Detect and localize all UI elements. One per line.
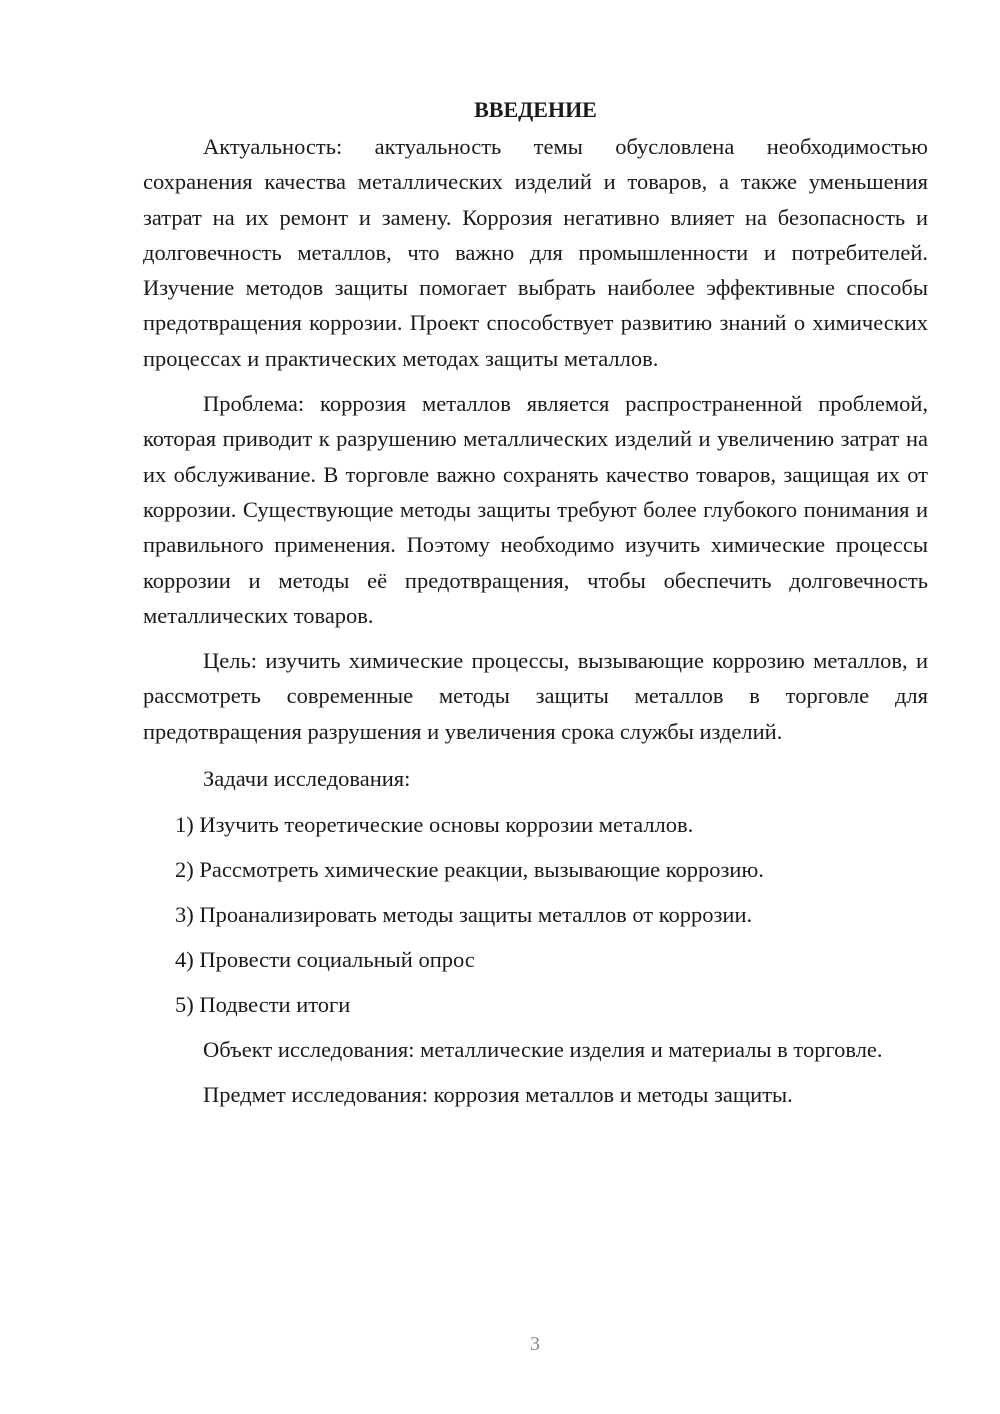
relevance-paragraph: Актуальность: актуальность темы обусловлена необходимостью сохранения качества металлических изделий и товаров, а также уменьшения затрат на их ремонт и замену. Коррозия негативно влияет на безопасность и долговечность металлов, что важно для промышленности и потребителей. Изучение методов защиты помогает выбрать наиболее эффективные способы предотвращения коррозии. Проект способствует развитию знаний о химических процессах и практических методах защиты металлов. xyxy=(143,134,928,371)
task-item-1: 1) Изучить теоретические основы коррозии металлов. xyxy=(175,812,694,838)
task-item-4: 4) Провести социальный опрос xyxy=(175,947,475,973)
task-item-5: 5) Подвести итоги xyxy=(175,992,351,1018)
subject-paragraph: Предмет исследования: коррозия металлов и методы защиты. xyxy=(203,1082,793,1108)
page-number: 3 xyxy=(530,1333,540,1355)
goal-paragraph: Цель: изучить химические процессы, вызывающие коррозию металлов, и рассмотреть современные методы защиты металлов в торговле для предотвращения разрушения и увеличения срока службы изделий. xyxy=(143,648,928,744)
task-item-3: 3) Проанализировать методы защиты металлов от коррозии. xyxy=(175,902,753,928)
task-item-2: 2) Рассмотреть химические реакции, вызывающие коррозию. xyxy=(175,857,764,883)
tasks-list xyxy=(143,807,928,1022)
tasks-heading: Задачи исследования: xyxy=(203,766,411,792)
object-paragraph: Объект исследования: металлические изделия и материалы в торговле. xyxy=(203,1037,883,1063)
page-content xyxy=(143,92,928,1123)
section-title: ВВЕДЕНИЕ xyxy=(474,97,597,122)
problem-paragraph: Проблема: коррозия металлов является распространенной проблемой, которая приводит к разрушению металлических изделий и увеличению затрат на их обслуживание. В торговле важно сохранять качество товаров, защищая их от коррозии. Существующие методы защиты требуют более глубокого понимания и правильного применения. Поэтому необходимо изучить химические процессы коррозии и методы её предотвращения, чтобы обеспечить долговечность металлических товаров. xyxy=(143,391,928,628)
